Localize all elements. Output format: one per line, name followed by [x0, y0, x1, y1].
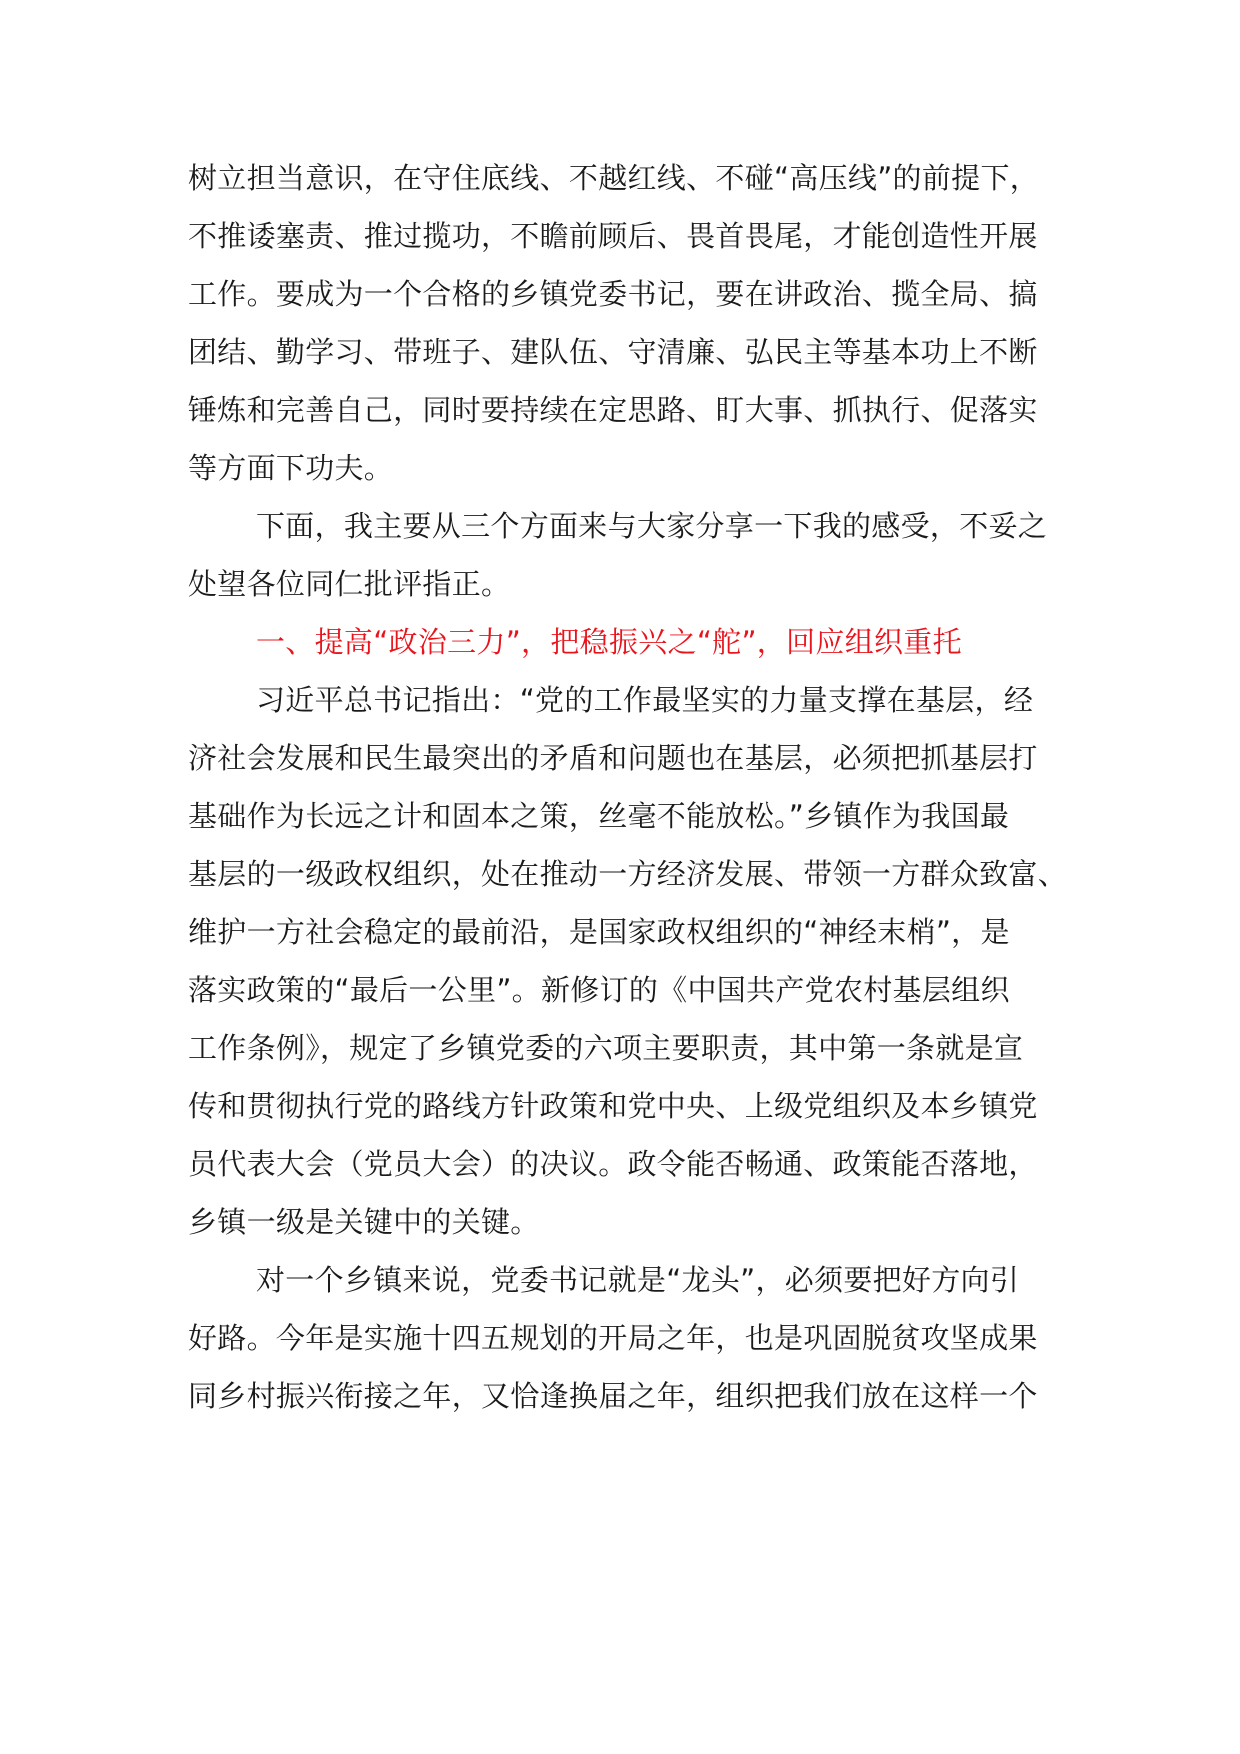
- paragraph-first-line: 对一个乡镇来说，党委书记就是“龙头”，必须要把好方向引: [256, 1263, 1020, 1297]
- text-line: 树立担当意识，在守住底线、不越红线、不碰“高压线”的前提下，: [188, 161, 1040, 195]
- text-line: 工作条例》，规定了乡镇党委的六项主要职责，其中第一条就是宣: [188, 1031, 1024, 1065]
- text-line: 传和贯彻执行党的路线方针政策和党中央、上级党组织及本乡镇党: [188, 1089, 1038, 1123]
- text-line: 乡镇一级是关键中的关键。: [188, 1205, 540, 1239]
- section-heading: 一、提高“政治三力”，把稳振兴之“舵”，回应组织重托: [256, 625, 962, 659]
- text-line: 等方面下功夫。: [188, 451, 394, 485]
- text-line: 工作。要成为一个合格的乡镇党委书记，要在讲政治、揽全局、搞: [188, 277, 1038, 311]
- text-line: 员代表大会（党员大会）的决议。政令能否畅通、政策能否落地，: [188, 1147, 1038, 1181]
- text-line: 不推诿塞责、推过揽功，不瞻前顾后、畏首畏尾，才能创造性开展: [188, 219, 1038, 253]
- text-line: 落实政策的“最后一公里”。新修订的《中国共产党农村基层组织: [188, 973, 1010, 1007]
- text-line: 同乡村振兴衔接之年，又恰逢换届之年，组织把我们放在这样一个: [188, 1379, 1038, 1413]
- paragraph-first-line: 下面，我主要从三个方面来与大家分享一下我的感受，不妥之: [256, 509, 1048, 543]
- text-line: 团结、勤学习、带班子、建队伍、守清廉、弘民主等基本功上不断: [188, 335, 1038, 369]
- text-line: 锤炼和完善自己，同时要持续在定思路、盯大事、抓执行、促落实: [188, 393, 1038, 427]
- paragraph-first-line: 习近平总书记指出：“党的工作最坚实的力量支撑在基层，经: [256, 683, 1034, 717]
- text-line: 基础作为长远之计和固本之策，丝毫不能放松。”乡镇作为我国最: [188, 799, 1010, 833]
- text-line: 好路。今年是实施十四五规划的开局之年，也是巩固脱贫攻坚成果: [188, 1321, 1038, 1355]
- text-line: 维护一方社会稳定的最前沿，是国家政权组织的“神经末梢”，是: [188, 915, 1010, 949]
- text-line: 济社会发展和民生最突出的矛盾和问题也在基层，必须把抓基层打: [188, 741, 1038, 775]
- text-line: 基层的一级政权组织，处在推动一方经济发展、带领一方群众致富、: [188, 857, 1068, 891]
- text-line: 处望各位同仁批评指正。: [188, 567, 511, 601]
